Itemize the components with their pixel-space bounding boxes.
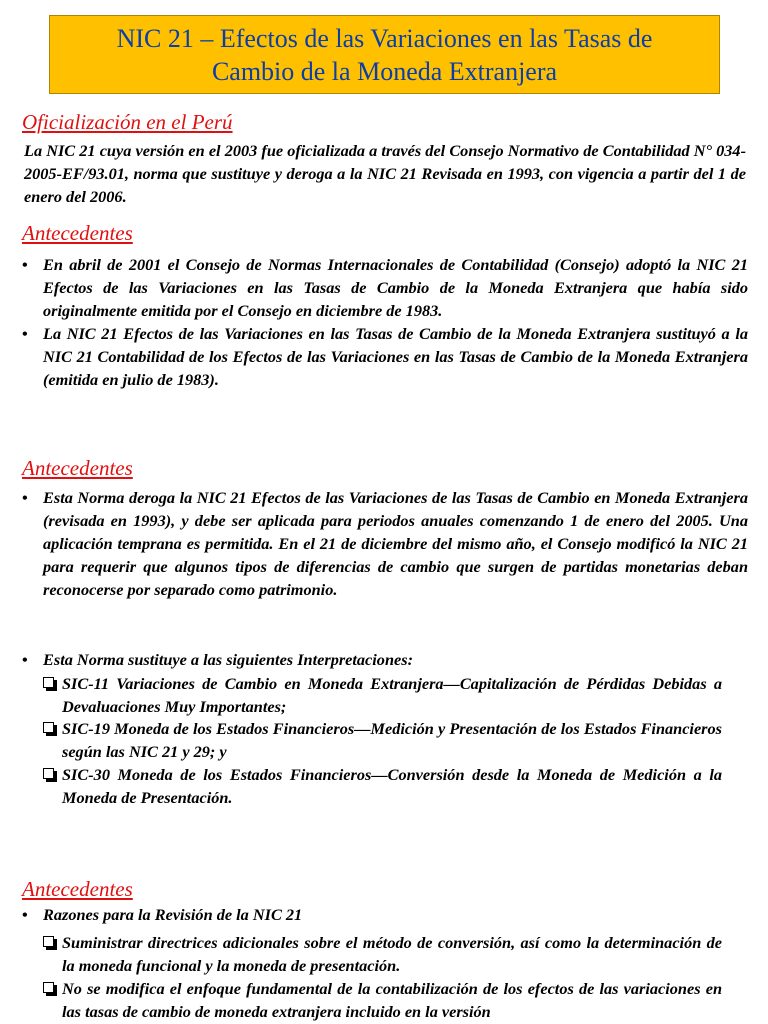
bullet-dot-icon: • — [22, 488, 28, 507]
sub-item-text: SIC-19 Moneda de los Estados Financieros—Medición y Presentación de los Estados Financieros según las NIC 21 y 29; y — [62, 719, 722, 761]
bullet-item — [22, 903, 748, 926]
sub-item-text: No se modifica el enfoque fundamental de la contabilización de los efectos de las variaciones en las tasas de cambio de moneda extranjera incluido en la versión — [62, 979, 722, 1021]
bullet-text: En abril de 2001 el Consejo de Normas Internacionales de Contabilidad (Consejo) adoptó la NIC 21 Efectos de las Variaciones en las Tasas de Cambio de la Moneda Extranjera que había sido originalmente emitida por el Consejo en diciembre de 1983. — [43, 255, 748, 320]
bullet-text: Esta Norma deroga la NIC 21 Efectos de las Variaciones de las Tasas de Cambio en Moneda Extranjera (revisada en 1993), y debe ser aplicada para periodos anuales comenzando 1 de enero del 2005. Una aplicación temprana es permitida. En el 21 de diciembre del mismo año, el Consejo modificó la NIC 21 para requerir que algunos tipos de diferencias de cambio que surgen de partidas monetarias deban reconocerse por separado como patrimonio. — [43, 488, 748, 599]
checkbox-square-icon — [43, 677, 54, 688]
bullet-item — [22, 648, 748, 671]
sub-item — [42, 763, 722, 809]
checkbox-square-icon — [43, 768, 54, 779]
bullet-text: Razones para la Revisión de la NIC 21 — [43, 905, 303, 924]
sub-item — [42, 717, 722, 763]
checkbox-square-icon — [43, 936, 54, 947]
checkbox-square-icon — [43, 722, 54, 733]
title-line-2: Cambio de la Moneda Extranjera — [211, 56, 558, 86]
bullet-dot-icon: • — [22, 650, 28, 669]
title-line-1: NIC 21 – Efectos de las Variaciones en las Tasas de — [116, 23, 653, 53]
section-heading-antecedentes-1: Antecedentes — [22, 221, 133, 245]
sub-item — [42, 672, 722, 718]
bullet-dot-icon: • — [22, 255, 28, 274]
bullet-item — [22, 486, 748, 601]
section-heading-oficializacion: Oficialización en el Perú — [22, 110, 233, 134]
bullet-dot-icon: • — [22, 324, 28, 343]
sub-item — [42, 931, 722, 977]
paragraph-oficializacion: La NIC 21 cuya versión en el 2003 fue oficializada a través del Consejo Normativo de Contabilidad N° 034-2005-EF/93.01, norma que sustituye y deroga a la NIC 21 Revisada en 1993, con vigencia a partir del 1 de enero del 2006. — [24, 141, 746, 206]
sub-item-text: SIC-30 Moneda de los Estados Financieros—Conversión desde la Moneda de Medición a la Moneda de Presentación. — [62, 765, 722, 807]
title-banner — [49, 15, 720, 94]
sub-item-text: SIC-11 Variaciones de Cambio en Moneda Extranjera—Capitalización de Pérdidas Debidas a Devaluaciones Muy Importantes; — [62, 674, 722, 716]
sub-item-text: Suministrar directrices adicionales sobre el método de conversión, así como la determinación de la moneda funcional y la moneda de presentación. — [62, 933, 722, 975]
checkbox-square-icon — [43, 982, 54, 993]
bullet-item — [22, 253, 748, 322]
bullet-dot-icon: • — [22, 905, 28, 924]
bullet-item — [22, 322, 748, 391]
bullet-text: Esta Norma sustituye a las siguientes Interpretaciones: — [43, 650, 413, 669]
section-heading-antecedentes-3: Antecedentes — [22, 877, 133, 901]
sub-item — [42, 977, 722, 1023]
section-heading-antecedentes-2: Antecedentes — [22, 456, 133, 480]
bullet-text: La NIC 21 Efectos de las Variaciones en las Tasas de Cambio de la Moneda Extranjera sustituyó a la NIC 21 Contabilidad de los Efectos de las Variaciones en las Tasas de Cambio de la Moneda Extranjera (emitida en julio de 1983). — [43, 324, 748, 389]
